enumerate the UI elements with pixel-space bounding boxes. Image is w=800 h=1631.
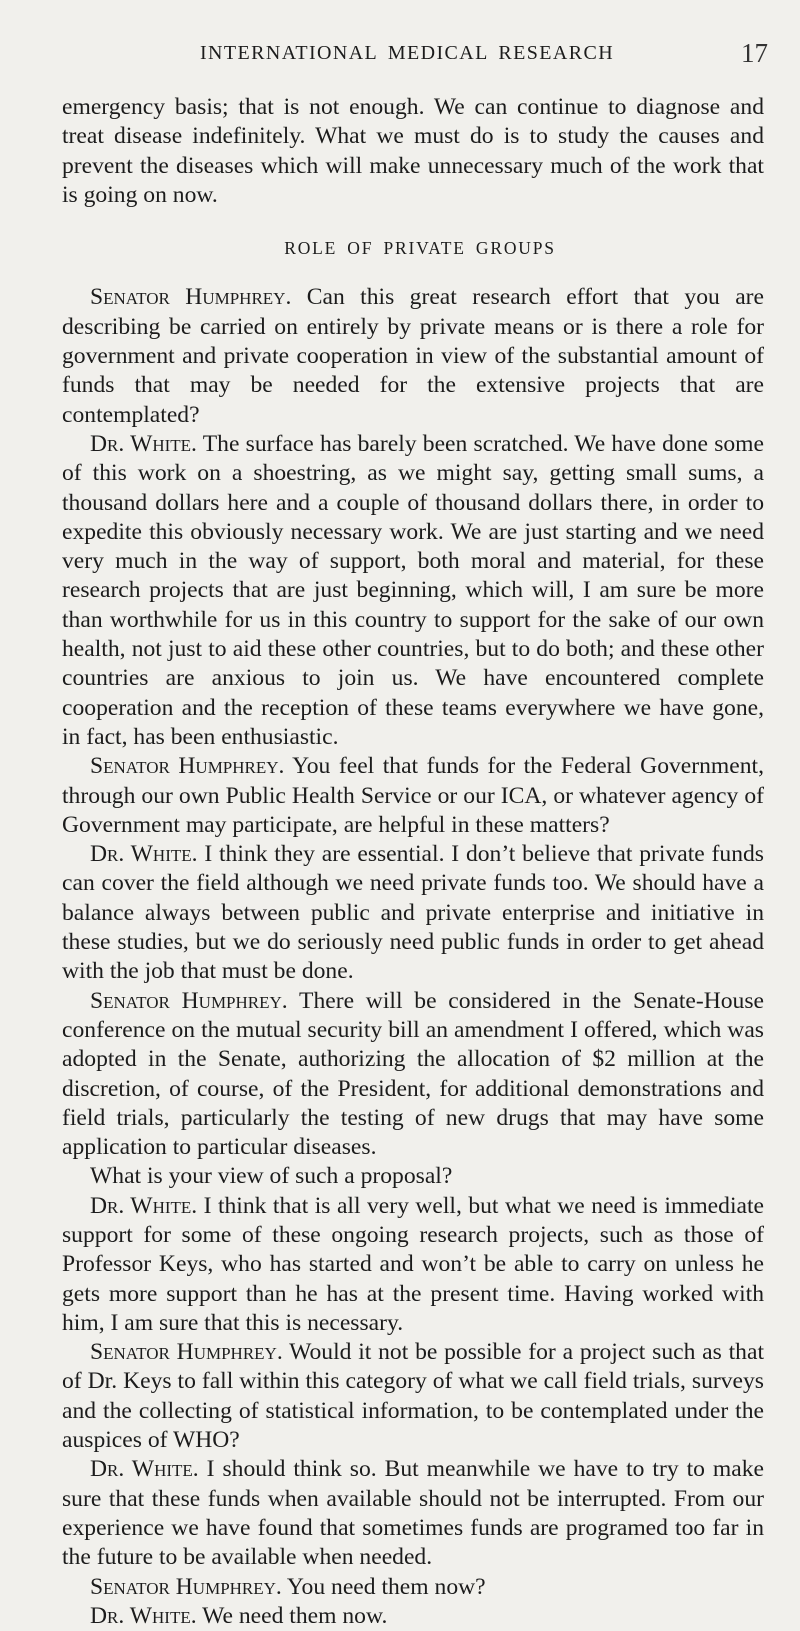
paragraph <box>62 1455 764 1572</box>
paragraph <box>62 1338 764 1455</box>
paragraph <box>62 752 764 840</box>
speaker-name: Senator Humphrey. <box>90 284 292 311</box>
speaker-name: Dr. White. <box>90 841 198 868</box>
section-heading: ROLE OF PRIVATE GROUPS <box>284 238 556 259</box>
running-head: INTERNATIONAL MEDICAL RESEARCH <box>200 42 615 64</box>
paragraph-text: Would it not be possible for a project such as that of Dr. Keys to fall within this category of what we call field trials, surveys and the collecting of statistical information, to be contemplated under the auspices of WHO? <box>62 1339 765 1454</box>
speaker-name: Senator Humphrey. <box>90 1339 283 1366</box>
paragraph <box>62 1602 764 1631</box>
paragraph <box>62 93 764 210</box>
page-number: 17 <box>741 38 768 68</box>
speaker-name: Dr. White. <box>90 1456 199 1483</box>
paragraph-text: We need them now. <box>196 1602 388 1629</box>
paragraph-text: There will be considered in the Senate-House conference on the mutual security bill an amendment I offered, which was adopted in the Senate, authorizing the allocation of $2 million at the discretion, of course, of the President, for additional demonstrations and field trials, particularly the testing of new drugs that may have some application to particular diseases. <box>62 987 764 1161</box>
paragraph <box>62 1162 764 1191</box>
paragraph-text: You need them now? <box>281 1573 486 1600</box>
paragraph-text: I should think so. But meanwhile we have to try to make sure that these funds when available should not be interrupted. From our experience we have found that sometimes funds are programed too far in the future to be available when needed. <box>62 1456 764 1571</box>
speaker-name: Dr. White. <box>90 1192 198 1219</box>
paragraph <box>62 283 764 429</box>
paragraph <box>62 987 764 1163</box>
paragraph-text: emergency basis; that is not enough. We can continue to diagnose and treat disease indefinitely. What we must do is to study the causes and prevent the diseases which will make unnecessary much of the work that is going on now. <box>62 94 764 208</box>
speaker-name: Senator Humphrey. <box>90 1573 282 1600</box>
paragraph <box>62 430 764 752</box>
paragraph-text: Can this great research effort that you are describing be carried on entirely by private means or is there a role for government and private cooperation in view of the substantial amount of funds that may be needed for the extensive projects that are contemplated? <box>62 284 764 428</box>
speaker-name: Dr. White. <box>90 430 197 457</box>
paragraph <box>62 1573 764 1602</box>
paragraph-text: I think they are essential. I don’t believe that private funds can cover the field although we need private funds too. We should have a balance always between public and private enterprise and initiative in these studies, but we do seriously need public funds in order to get ahead with the job that must be done. <box>62 841 764 985</box>
paragraph-text: You feel that funds for the Federal Government, through our own Public Health Service or our ICA, or whatever agency of Government may participate, are helpful in these matters? <box>62 753 765 838</box>
paragraph-text: The surface has barely been scratched. We have done some of this work on a shoestring, as we might say, getting small sums, a thousand dollars here and a couple of thousand dollars there, in order to expedite this obviously necessary work. We are just starting and we need very much in the way of support, both moral and material, for these research projects that are just beginning, which will, I am sure be more than worthwhile for us in this country to support for the sake of our own health, not just to aid these other countries, but to do both; and these other countries are anxious to join us. We have encountered complete cooperation and the reception of these teams everywhere we have gone, in fact, has been enthusiastic. <box>62 430 765 750</box>
speaker-name: Senator Humphrey. <box>90 987 288 1014</box>
body-text <box>62 93 764 1631</box>
paragraph <box>62 1192 764 1338</box>
paragraph-text: I think that is all very well, but what we need is immediate support for some of these ongoing research projects, such as those of Professor Keys, who has started and won’t be able to carry on unless he gets more support than he has at the present time. Having worked with him, I am sure that this is necessary. <box>62 1192 764 1336</box>
speaker-name: Senator Humphrey. <box>90 753 285 780</box>
paragraph <box>62 840 764 986</box>
speaker-name: Dr. White. <box>90 1602 197 1629</box>
paragraph-text: What is your view of such a proposal? <box>90 1163 453 1190</box>
